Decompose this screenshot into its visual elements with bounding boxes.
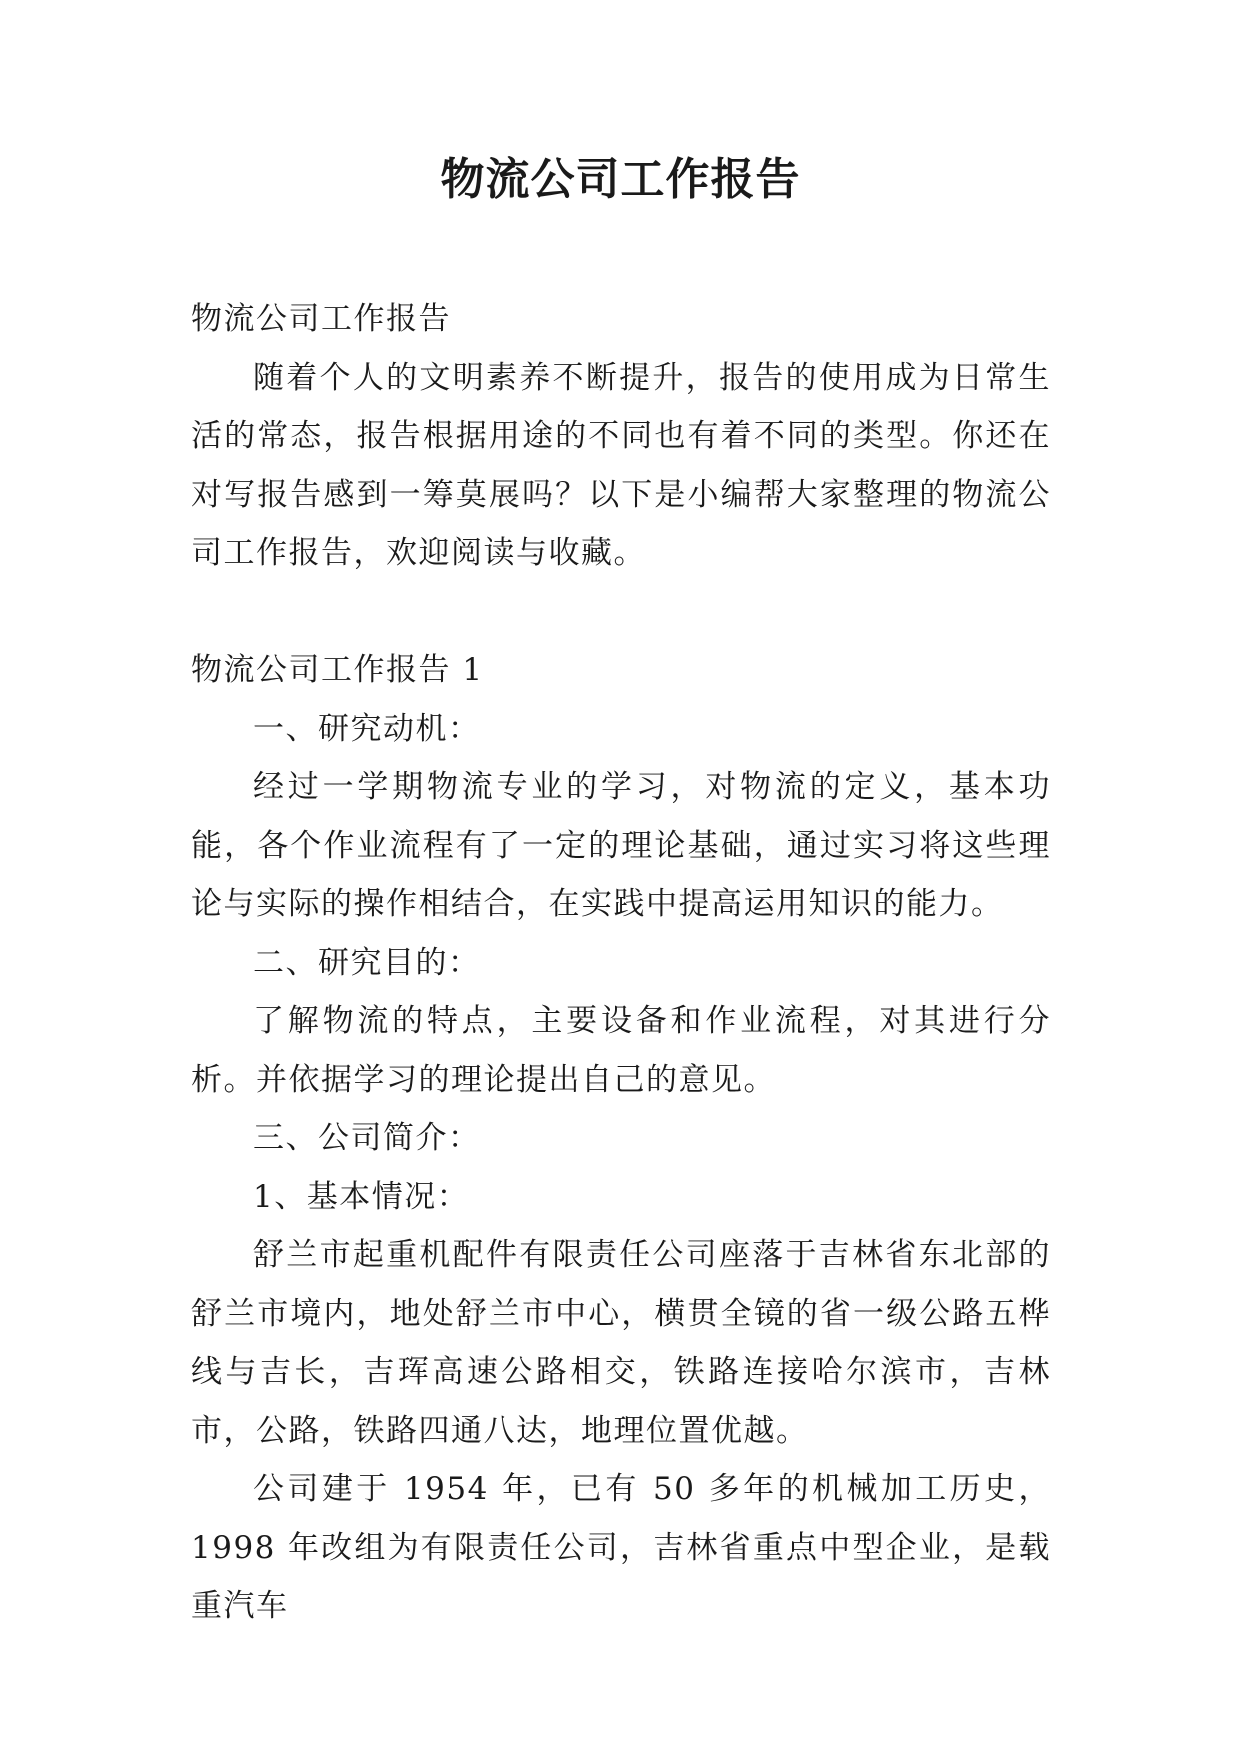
heading-purpose: 二、研究目的： (253, 944, 481, 981)
document-body (191, 290, 1051, 1636)
document-title: 物流公司工作报告 (440, 154, 801, 205)
heading-basic: 1、基本情况： (253, 1178, 470, 1215)
basic-paragraph: 舒兰市起重机配件有限责任公司座落于吉林省东北部的舒兰市境内，地处舒兰市中心，横贯全镜的省一级公路五桦线与吉长，吉珲高速公路相交，铁路连接哈尔滨市，吉林市，公路，铁路四通八达，地理位置优越。 (191, 1237, 1051, 1449)
motivation-paragraph: 经过一学期物流专业的学习，对物流的定义，基本功能，各个作业流程有了一定的理论基础，通过实习将这些理论与实际的操作相结合，在实践中提高运用知识的能力。 (191, 769, 1051, 922)
heading-company: 三、公司简介： (253, 1120, 481, 1156)
section-heading-1: 物流公司工作报告 1 (191, 652, 484, 688)
history-paragraph: 公司建于 1954 年，已有 50 多年的机械加工历史，1998 年改组为有限责任公司，吉林省重点中型企业，是载重汽车 (191, 1471, 1051, 1624)
heading-motivation: 一、研究动机： (253, 710, 481, 747)
subtitle: 物流公司工作报告 (191, 301, 451, 337)
purpose-paragraph: 了解物流的特点，主要设备和作业流程，对其进行分析。并依据学习的理论提出自己的意见。 (191, 1003, 1051, 1098)
intro-paragraph: 随着个人的文明素养不断提升，报告的使用成为日常生活的常态，报告根据用途的不同也有着不同的类型。你还在对写报告感到一筹莫展吗？以下是小编帮大家整理的物流公司工作报告，欢迎阅读与收藏。 (191, 359, 1051, 571)
